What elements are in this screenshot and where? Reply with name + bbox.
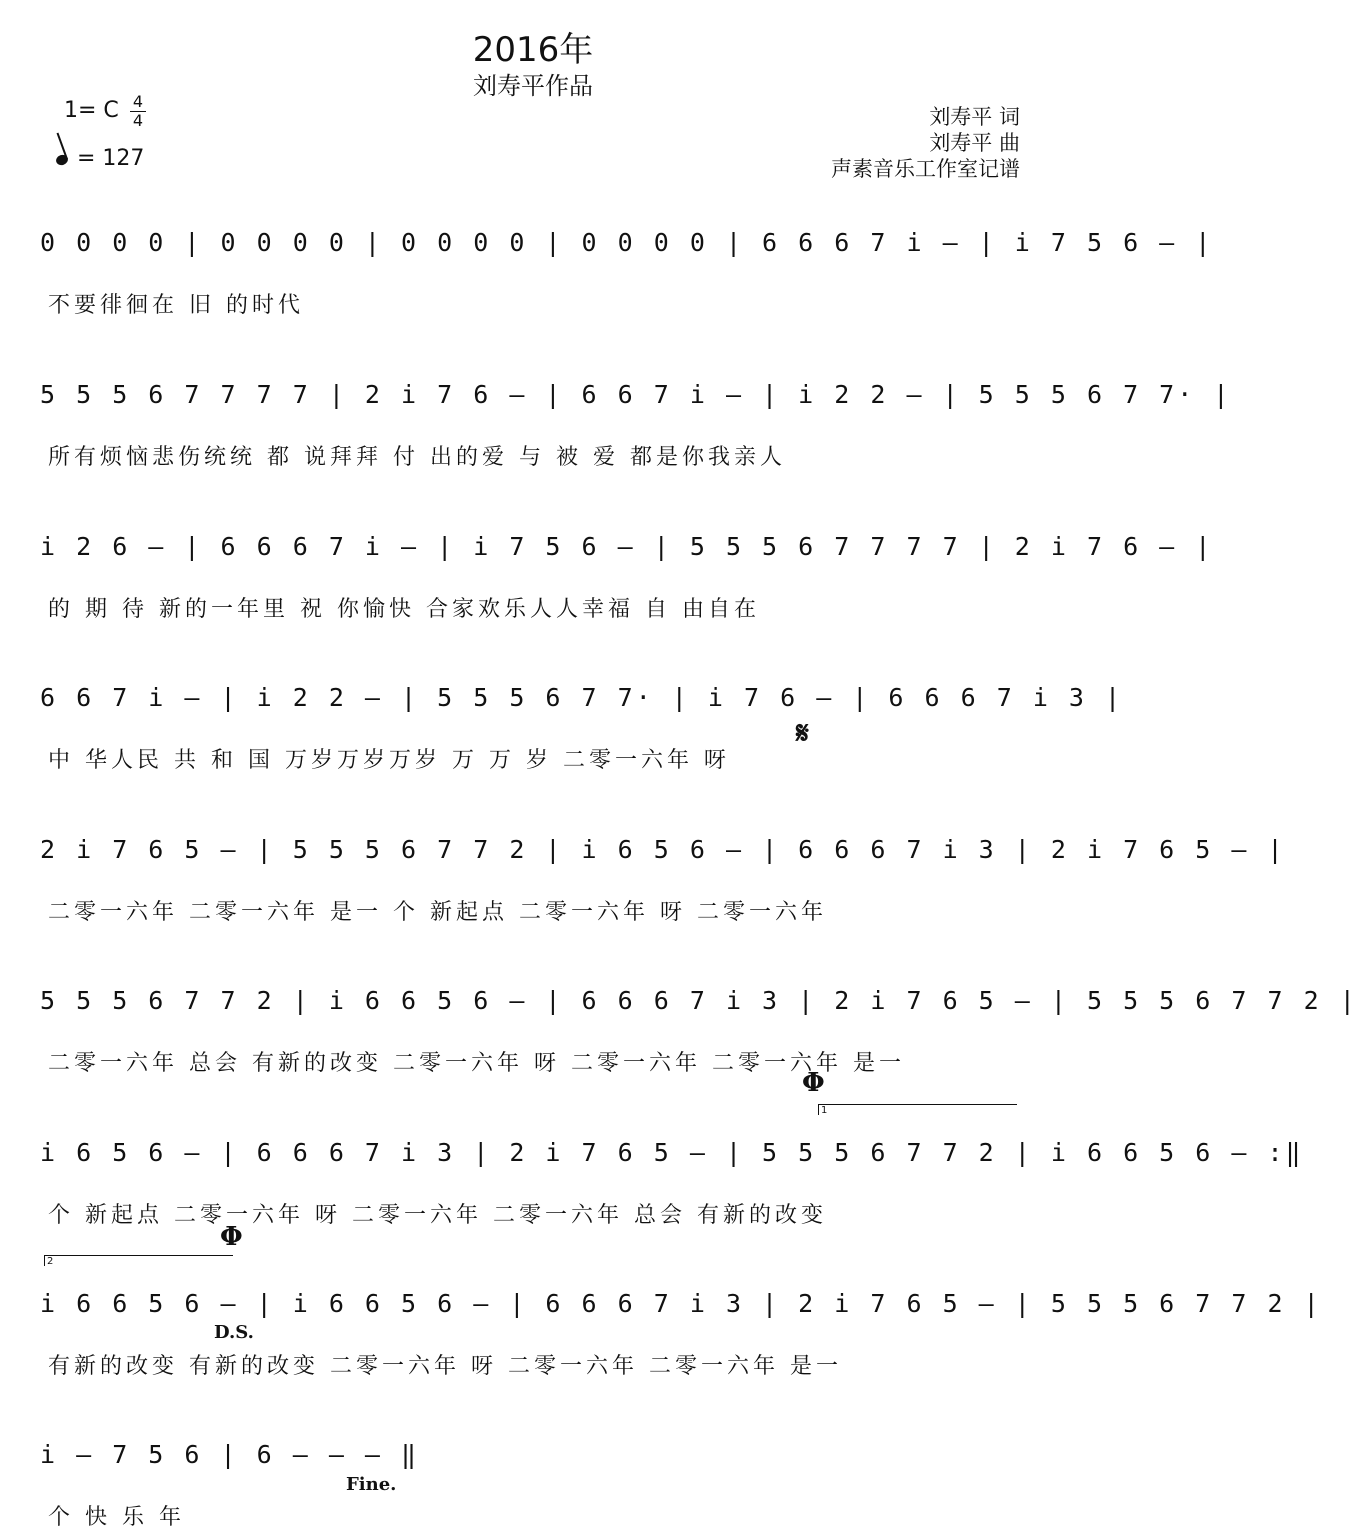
score-row-5 [40,835,1286,935]
score-row-4 [40,683,1124,783]
time-signature [130,93,146,130]
segno-sign: 𝄋 [796,716,809,751]
ds-marking: D.S. [214,1322,254,1343]
score-row-6 [40,986,1358,1086]
tempo-marking [56,146,144,171]
notation-line: 0 0 0 0 | 0 0 0 0 | 0 0 0 0 | 0 0 0 0 | 6 6 6 7 i – | i 7 5 6 – | [40,228,1214,257]
lyric-line: 所有烦恼悲伤统统 都 说拜拜 付 出的爱 与 被 爱 都是你我亲人 [48,445,786,470]
lyric-line: 中 华人民 共 和 国 万岁万岁万岁 万 万 岁 二零一六年 呀 [48,748,730,773]
lyric-line: 的 期 待 新的一年里 祝 你愉快 合家欢乐人人幸福 自 由自在 [48,597,760,622]
score-row-3 [40,532,1214,632]
coda-sign-2: Φ [220,1222,243,1252]
volta-2: 2 [44,1255,233,1266]
fine-marking: Fine. [346,1474,397,1495]
notation-line: 5 5 5 6 7 7 2 | i 6 6 5 6 – | 6 6 6 7 i 3 | 2 i 7 6 5 – | 5 5 5 6 7 7 2 | [40,986,1358,1015]
lyric-line: 不要徘徊在 旧 的时代 [48,293,304,318]
lyric-line: 有新的改变 有新的改变 二零一六年 呀 二零一六年 二零一六年 是一 [48,1354,842,1379]
time-bottom: 4 [132,111,144,130]
quarter-note-icon [55,153,70,167]
song-subtitle: 刘寿平作品 [473,72,593,100]
score-row-7 [40,1138,1304,1238]
score-row-9 [40,1440,1026,1540]
credit-lyrics: 刘寿平 词 [929,105,1020,129]
score-row-1 [40,228,1214,328]
credit-music: 刘寿平 曲 [929,131,1020,155]
notation-line: i 2 6 – | 6 6 6 7 i – | i 7 5 6 – | 5 5 5 6 7 7 7 7 | 2 i 7 6 – | [40,532,1214,561]
credits [831,104,1020,182]
notation-line: 5 5 5 6 7 7 7 7 | 2 i 7 6 – | 6 6 7 i – | i 2 2 – | 5 5 5 6 7 7· | [40,380,1232,409]
key-signature: 1= C [64,98,119,123]
lyric-line: 个 新起点 二零一六年 呀 二零一六年 二零一六年 总会 有新的改变 [48,1203,827,1228]
notation-line: i – 7 5 6 | 6 – – – ‖ [40,1440,420,1469]
score-row-2 [40,380,1232,480]
score-row-8 [40,1289,1322,1389]
song-title: 2016年 [472,30,594,70]
tempo-value: = 127 [77,146,145,171]
notation-line: 2 i 7 6 5 – | 5 5 5 6 7 7 2 | i 6 5 6 – | 6 6 6 7 i 3 | 2 i 7 6 5 – | [40,835,1286,864]
lyric-line: 二零一六年 二零一六年 是一 个 新起点 二零一六年 呀 二零一六年 [48,900,827,925]
notation-line: i 6 5 6 – | 6 6 6 7 i 3 | 2 i 7 6 5 – | 5 5 5 6 7 7 2 | i 6 6 5 6 – :‖ [40,1138,1304,1167]
lyric-line: 个 快 乐 年 [48,1505,185,1530]
notation-line: i 6 6 5 6 – | i 6 6 5 6 – | 6 6 6 7 i 3 | 2 i 7 6 5 – | 5 5 5 6 7 7 2 | [40,1289,1322,1318]
notation-line: 6 6 7 i – | i 2 2 – | 5 5 5 6 7 7· | i 7 6 – | 6 6 6 7 i 3 | [40,683,1124,712]
time-top: 4 [130,93,146,112]
credit-notation: 声素音乐工作室记谱 [831,157,1020,181]
coda-sign-1: Φ [802,1068,825,1098]
volta-1: 1 [818,1104,1017,1115]
lyric-line: 二零一六年 总会 有新的改变 二零一六年 呀 二零一六年 二零一六年 是一 [48,1051,905,1076]
